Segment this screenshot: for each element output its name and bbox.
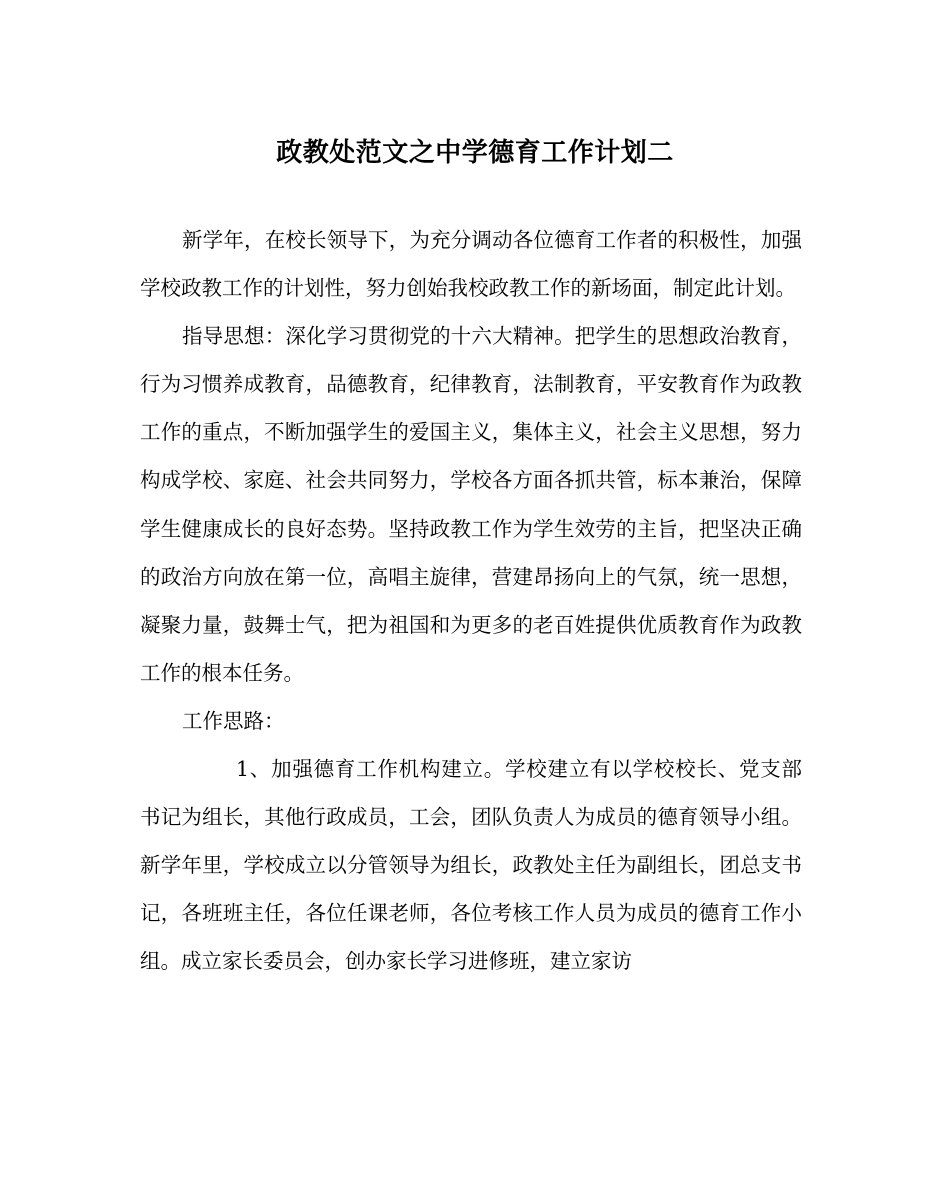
paragraph-item-1: 1、加强德育工作机构建立。学校建立有以学校校长、党支部书记为组长，其他行政成员，工会，团队负责人为成员的德育领导小组。新学年里，学校成立以分管领导为组长，政教处主任为副组长，团总支书记，各班班主任，各位任课老师，各位考核工作人员为成员的德育工作小组。成立家长委员会，创办家长学习进修班，建立家访 [140,757,802,974]
document-body [140,216,802,986]
paragraph-guiding-ideology: 指导思想：深化学习贯彻党的十六大精神。把学生的思想政治教育，行为习惯养成教育，品德教育，纪律教育，法制教育，平安教育作为政教工作的重点，不断加强学生的爱国主义，集体主义，社会主义思想，努力构成学校、家庭、社会共同努力，学校各方面各抓共管，标本兼治，保障学生健康成长的良好态势。坚持政教工作为学生效劳的主旨，把坚决正确的政治方向放在第一位，高唱主旋律，营建昂扬向上的气氛，统一思想，凝聚力量，鼓舞士气，把为祖国和为更多的老百姓提供优质教育作为政教工作的根本任务。 [140,324,802,685]
paragraph-work-approach-heading: 工作思路： [182,708,285,733]
document-title: 政教处范文之中学德育工作计划二 [276,138,674,168]
paragraph-intro: 新学年，在校长领导下，为充分调动各位德育工作者的积极性，加强学校政教工作的计划性，努力创始我校政教工作的新场面，制定此计划。 [140,228,802,301]
